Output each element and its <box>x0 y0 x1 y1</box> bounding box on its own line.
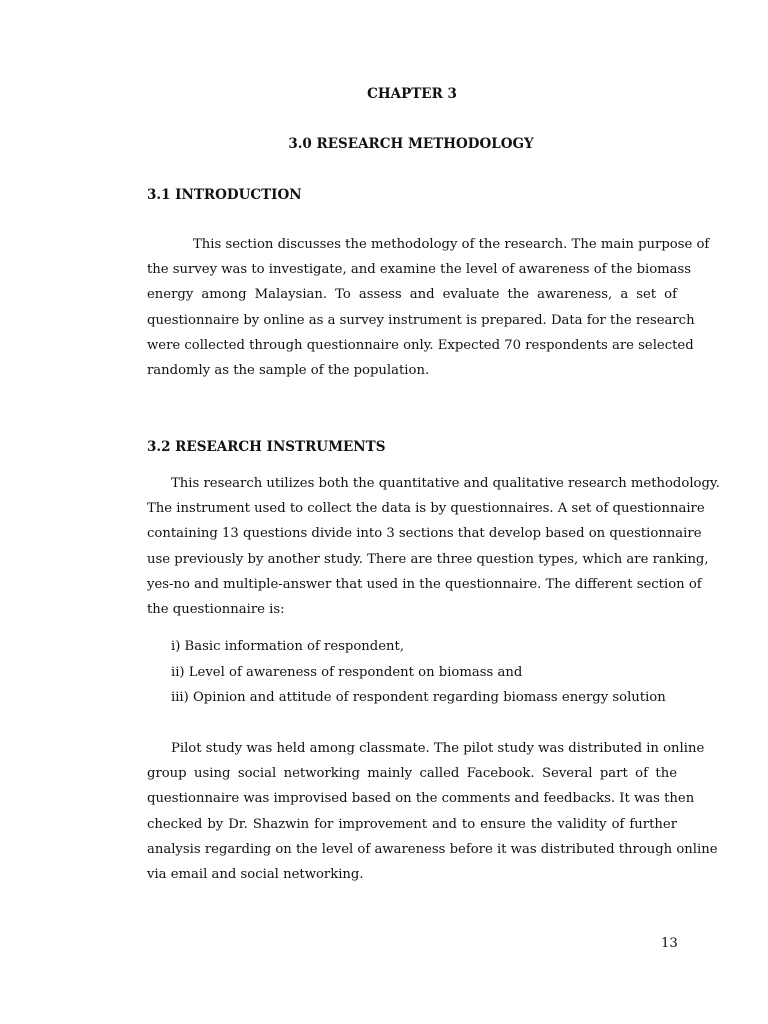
paragraph-line: randomly as the sample of the population. <box>147 362 430 378</box>
section-title: 3.0 RESEARCH METHODOLOGY <box>288 136 534 152</box>
heading-introduction: 3.1 INTRODUCTION <box>147 187 302 203</box>
paragraph-line: This section discusses the methodology of the research. The main purpose of <box>193 237 710 252</box>
paragraph-line: containing 13 questions divide into 3 sections that develop based on questionnaire <box>147 526 702 542</box>
paragraph-line: the questionnaire is: <box>147 601 285 617</box>
paragraph-line: checked by Dr. Shazwin for improvement and to ensure the validity of further <box>147 816 677 832</box>
list-item: iii) Opinion and attitude of respondent regarding biomass energy solution <box>171 690 666 705</box>
list-item: ii) Level of awareness of respondent on biomass and <box>171 664 523 680</box>
pilot-study-paragraph <box>147 736 718 887</box>
heading-research-instruments: 3.2 RESEARCH INSTRUMENTS <box>147 439 386 455</box>
introduction-paragraph <box>147 232 710 383</box>
paragraph-line: Pilot study was held among classmate. The pilot study was distributed in online <box>171 741 705 756</box>
chapter-label: CHAPTER 3 <box>367 86 457 102</box>
questionnaire-sections-list <box>171 634 666 711</box>
paragraph-line: the survey was to investigate, and examine the level of awareness of the biomass <box>147 262 692 278</box>
list-item: i) Basic information of respondent, <box>171 639 405 654</box>
paragraph-line: analysis regarding on the level of awareness before it was distributed through online <box>147 841 718 857</box>
page-number: 13 <box>661 936 678 951</box>
paragraph-line: via email and social networking. <box>147 866 364 882</box>
paragraph-line: energy among Malaysian. To assess and evaluate the awareness, a set of <box>147 287 677 303</box>
paragraph-line: The instrument used to collect the data is by questionnaires. A set of questionnaire <box>147 501 705 517</box>
paragraph-line: questionnaire by online as a survey instrument is prepared. Data for the research <box>147 312 695 328</box>
paragraph-line: yes-no and multiple-answer that used in the questionnaire. The different section of <box>147 576 702 592</box>
paragraph-line: This research utilizes both the quantitative and qualitative research methodology. <box>171 476 720 491</box>
paragraph-line: group using social networking mainly called Facebook. Several part of the <box>147 766 677 782</box>
instruments-paragraph <box>147 471 720 622</box>
paragraph-line: questionnaire was improvised based on the comments and feedbacks. It was then <box>147 791 695 807</box>
paragraph-line: were collected through questionnaire only. Expected 70 respondents are selected <box>147 337 694 353</box>
paragraph-line: use previously by another study. There are three question types, which are ranking, <box>147 551 709 567</box>
